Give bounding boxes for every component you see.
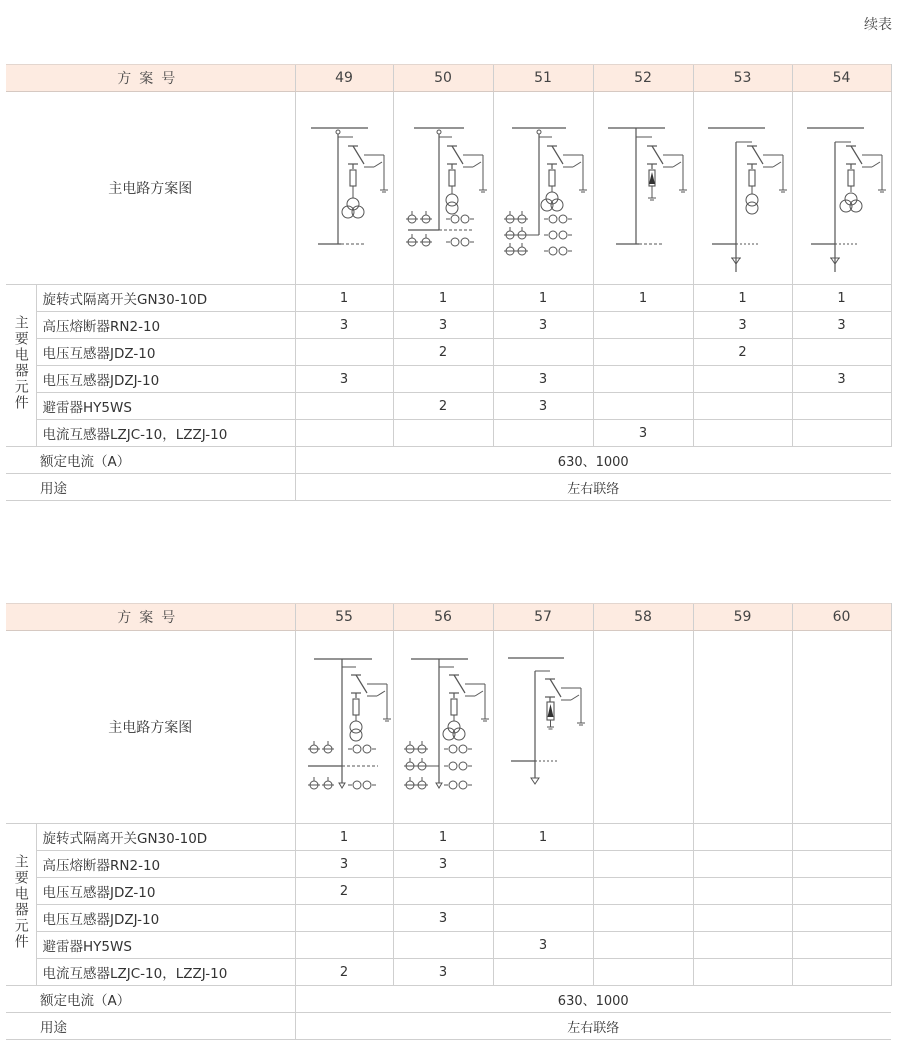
table-row [6, 339, 891, 366]
cell: 3 [393, 312, 493, 339]
cell: 3 [593, 420, 693, 447]
cell: 1 [393, 285, 493, 312]
item-name: 电压互感器JDZ-10 [36, 878, 295, 905]
cell [693, 905, 792, 932]
cell: 1 [493, 285, 593, 312]
scheme-51: 51 [493, 65, 593, 92]
usage-label: 用途 [6, 474, 295, 501]
scheme-number-header: 方案号 [6, 65, 295, 92]
cell: 3 [393, 851, 493, 878]
cell: 3 [493, 932, 593, 959]
item-name: 避雷器HY5WS [36, 393, 295, 420]
table-row [6, 959, 891, 986]
table-row [6, 932, 891, 959]
cell: 3 [493, 312, 593, 339]
rated-current-label: 额定电流（A） [6, 986, 295, 1013]
cell [792, 393, 891, 420]
cell [792, 905, 891, 932]
cell [493, 851, 593, 878]
cell [593, 959, 693, 986]
scheme-56: 56 [393, 604, 493, 631]
rated-current-row [6, 986, 891, 1013]
cell [792, 851, 891, 878]
header-row [6, 604, 891, 631]
cell [593, 824, 693, 851]
cell [393, 932, 493, 959]
scheme-54: 54 [792, 65, 891, 92]
circuit-diagram-icon [394, 92, 494, 284]
component-group-label: 主要电器元件 [6, 824, 36, 986]
cell: 2 [693, 339, 792, 366]
continued-label: 续表 [864, 17, 892, 33]
cell: 3 [295, 366, 393, 393]
cell [593, 905, 693, 932]
cell: 1 [393, 824, 493, 851]
scheme-58: 58 [593, 604, 693, 631]
cell [593, 312, 693, 339]
table-row [6, 420, 891, 447]
cell [295, 932, 393, 959]
cell: 3 [693, 312, 792, 339]
cell [792, 959, 891, 986]
cell [393, 420, 493, 447]
item-name: 电流互感器LZJC-10，LZZJ-10 [36, 420, 295, 447]
circuit-diagram-54 [792, 92, 891, 285]
cell [593, 366, 693, 393]
cell [593, 393, 693, 420]
scheme-50: 50 [393, 65, 493, 92]
usage-label: 用途 [6, 1013, 295, 1040]
cell [693, 420, 792, 447]
cell: 3 [295, 312, 393, 339]
usage-row [6, 1013, 891, 1040]
cell: 1 [295, 824, 393, 851]
diagram-label: 主电路方案图 [6, 92, 295, 285]
item-name: 电压互感器JDZJ-10 [36, 366, 295, 393]
cell [593, 932, 693, 959]
cell [693, 366, 792, 393]
cell [493, 959, 593, 986]
circuit-diagram-icon [394, 631, 494, 823]
circuit-diagram-icon [296, 92, 394, 284]
cell [792, 824, 891, 851]
scheme-table-2 [6, 603, 892, 1040]
table-row [6, 312, 891, 339]
circuit-diagram-50 [393, 92, 493, 285]
cell: 3 [393, 959, 493, 986]
circuit-diagram-51 [493, 92, 593, 285]
table-row [6, 285, 891, 312]
cell: 2 [393, 393, 493, 420]
scheme-52: 52 [593, 65, 693, 92]
item-name: 旋转式隔离开关GN30-10D [36, 824, 295, 851]
header-row [6, 65, 891, 92]
cell [493, 339, 593, 366]
circuit-diagram-icon [494, 92, 594, 284]
circuit-diagram-56 [393, 631, 493, 824]
circuit-diagram-icon [594, 92, 694, 284]
rated-current-row [6, 447, 891, 474]
circuit-diagram-58 [593, 631, 693, 824]
rated-current-value: 630、1000 [295, 447, 891, 474]
cell: 1 [295, 285, 393, 312]
cell [295, 905, 393, 932]
cell: 3 [493, 393, 593, 420]
rated-current-value: 630、1000 [295, 986, 891, 1013]
cell [792, 878, 891, 905]
cell: 3 [792, 312, 891, 339]
cell [792, 420, 891, 447]
circuit-diagram-60 [792, 631, 891, 824]
scheme-57: 57 [493, 604, 593, 631]
cell [493, 420, 593, 447]
cell [693, 932, 792, 959]
circuit-diagram-53 [693, 92, 792, 285]
cell: 1 [792, 285, 891, 312]
scheme-49: 49 [295, 65, 393, 92]
circuit-diagram-icon [296, 631, 394, 823]
scheme-60: 60 [792, 604, 891, 631]
cell: 2 [295, 959, 393, 986]
diagram-row [6, 92, 891, 285]
cell [393, 878, 493, 905]
cell: 3 [493, 366, 593, 393]
cell [693, 393, 792, 420]
item-name: 避雷器HY5WS [36, 932, 295, 959]
cell [693, 959, 792, 986]
scheme-table-1 [6, 64, 892, 501]
usage-value: 左右联络 [295, 1013, 891, 1040]
usage-value: 左右联络 [295, 474, 891, 501]
cell [693, 851, 792, 878]
cell [693, 878, 792, 905]
cell [593, 851, 693, 878]
circuit-diagram-52 [593, 92, 693, 285]
cell: 3 [295, 851, 393, 878]
cell [493, 905, 593, 932]
circuit-diagram-59 [693, 631, 792, 824]
cell [792, 339, 891, 366]
cell: 1 [493, 824, 593, 851]
rated-current-label: 额定电流（A） [6, 447, 295, 474]
cell [792, 932, 891, 959]
circuit-diagram-55 [295, 631, 393, 824]
cell [393, 366, 493, 393]
cell: 1 [693, 285, 792, 312]
cell: 3 [393, 905, 493, 932]
scheme-53: 53 [693, 65, 792, 92]
scheme-number-header: 方案号 [6, 604, 295, 631]
item-name: 高压熔断器RN2-10 [36, 851, 295, 878]
table-row [6, 851, 891, 878]
scheme-59: 59 [693, 604, 792, 631]
item-name: 电流互感器LZJC-10，LZZJ-10 [36, 959, 295, 986]
circuit-diagram-icon [793, 92, 892, 284]
cell: 2 [295, 878, 393, 905]
table-row [6, 366, 891, 393]
cell: 3 [792, 366, 891, 393]
table-row [6, 905, 891, 932]
cell: 2 [393, 339, 493, 366]
component-group-label: 主要电器元件 [6, 285, 36, 447]
cell [593, 339, 693, 366]
table-row [6, 824, 891, 851]
cell [295, 420, 393, 447]
cell [493, 878, 593, 905]
item-name: 电压互感器JDZ-10 [36, 339, 295, 366]
table-row [6, 393, 891, 420]
circuit-diagram-icon [694, 92, 793, 284]
scheme-55: 55 [295, 604, 393, 631]
item-name: 电压互感器JDZJ-10 [36, 905, 295, 932]
cell [693, 824, 792, 851]
circuit-diagram-49 [295, 92, 393, 285]
cell [295, 393, 393, 420]
circuit-diagram-57 [493, 631, 593, 824]
diagram-row [6, 631, 891, 824]
cell [593, 878, 693, 905]
usage-row [6, 474, 891, 501]
cell: 1 [593, 285, 693, 312]
circuit-diagram-icon [494, 631, 594, 823]
diagram-label: 主电路方案图 [6, 631, 295, 824]
cell [295, 339, 393, 366]
item-name: 旋转式隔离开关GN30-10D [36, 285, 295, 312]
table-row [6, 878, 891, 905]
item-name: 高压熔断器RN2-10 [36, 312, 295, 339]
